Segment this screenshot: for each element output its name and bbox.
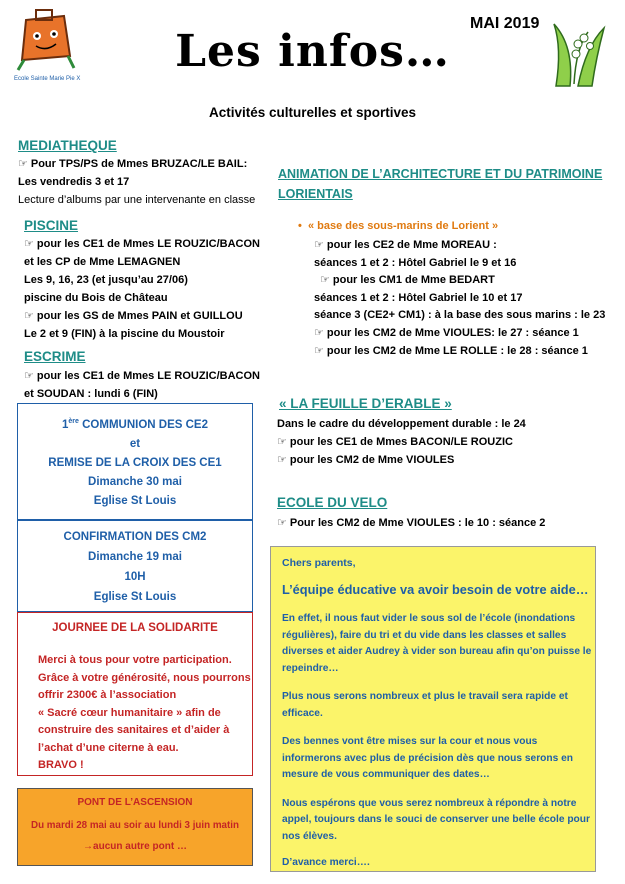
pointing-hand-icon [277, 517, 290, 529]
piscine-line: ☞ pour les CE1 de Mmes LE ROUZIC/BACON [24, 236, 260, 253]
issue-date: MAI 2019 [470, 15, 540, 32]
communion-date: Dimanche 30 mai [88, 475, 182, 488]
piscine-line: ☞ pour les GS de Mmes PAIN et GUILLOU [24, 308, 243, 325]
velo-line: ☞ Pour les CM2 de Mme VIOULES : le 10 : séance 2 [277, 515, 545, 532]
school-name: Ecole Sainte Marie Pie X [14, 76, 81, 82]
piscine-line: piscine du Bois de Château [24, 292, 168, 304]
pointing-hand-icon [277, 436, 290, 448]
confirmation-date: Dimanche 19 mai [88, 551, 182, 563]
solidarite-line: Grâce à votre générosité, nous pourrons [38, 671, 251, 684]
confirmation-box [17, 520, 253, 612]
piscine-line: Le 2 et 9 (FIN) à la piscine du Moustoir [24, 328, 225, 340]
solidarite-line: construire des sanitaires et d’aider à [38, 724, 230, 736]
mediatheque-line: ☞ Pour TPS/PS de Mmes BRUZAC/LE BAIL: [18, 156, 247, 173]
animation-line: ☞ pour les CE2 de Mme MOREAU : [314, 237, 497, 254]
escrime-heading: ESCRIME [24, 349, 86, 364]
parents-text: mesure de vous communiquer des dates… [282, 769, 490, 780]
parents-closing: D’avance merci…. [282, 857, 370, 868]
animation-line: ☞ pour les CM2 de Mme LE ROLLE : le 28 : séance 1 [314, 343, 588, 360]
parents-text: informerons avec plus de précision dès que nous serons en [282, 752, 573, 764]
ascension-note: →aucun autre pont … [83, 841, 187, 852]
confirmation-time: 10H [124, 571, 146, 583]
solidarite-line: BRAVO ! [38, 759, 84, 771]
parents-greeting: Chers parents, [282, 557, 356, 569]
piscine-heading: PISCINE [24, 218, 79, 233]
pointing-hand-icon [24, 370, 37, 382]
parents-text: repeindre… [282, 662, 339, 674]
mediatheque-heading: MEDIATHEQUE [18, 138, 117, 153]
pointing-hand-icon [314, 345, 327, 357]
erable-line: ☞ pour les CM2 de Mme VIOULES [277, 452, 454, 469]
erable-line: Dans le cadre du développement durable : le 24 [277, 418, 526, 430]
lily-of-the-valley-illustration [548, 18, 610, 88]
parents-text: Plus nous serons nombreux et plus le travail sera rapide et [282, 691, 568, 702]
animation-line: séances 1 et 2 : Hôtel Gabriel le 9 et 16 [314, 257, 517, 269]
pointing-hand-icon [18, 158, 31, 170]
pointing-hand-icon [314, 239, 327, 251]
ascension-box [17, 788, 253, 866]
ascension-dates: Du mardi 28 mai au soir au lundi 3 juin matin [31, 820, 239, 831]
solidarite-line: Merci à tous pour votre participation. [38, 654, 232, 666]
animation-line: séance 3 (CE2+ CM1) : à la base des sous marins : le 23 [314, 309, 606, 321]
parents-text: nos élèves. [282, 830, 337, 842]
solidarite-box [17, 612, 253, 776]
right-arrow-icon: → [83, 841, 94, 852]
pointing-hand-icon [24, 310, 37, 322]
solidarite-heading: JOURNEE DE LA SOLIDARITE [52, 622, 218, 634]
animation-bullet: • « base des sous-marins de Lorient » [298, 220, 499, 232]
parents-text: Nous espérons que vous serez nombreux à répondre à notre [282, 797, 577, 809]
communion-title: 1ère COMMUNION DES CE2 [62, 418, 208, 431]
parents-box [270, 546, 596, 872]
animation-line: ☞ pour les CM1 de Mme BEDART [320, 272, 495, 289]
bullet-icon: • [298, 220, 308, 232]
escrime-line: et SOUDAN : lundi 6 (FIN) [24, 388, 158, 400]
erable-line: ☞ pour les CE1 de Mmes BACON/LE ROUZIC [277, 434, 513, 451]
solidarite-line: offrir 2300€ à l’association [38, 689, 177, 701]
piscine-line: et les CP de Mme LEMAGNEN [24, 256, 181, 268]
communion-line: et [129, 437, 141, 450]
velo-heading: ECOLE DU VELO [277, 495, 388, 510]
solidarite-line: « Sacré cœur humanitaire » afin de [38, 706, 221, 719]
parents-headline: L’équipe éducative va avoir besoin de votre aide… [282, 582, 589, 597]
pointing-hand-icon [277, 454, 290, 466]
piscine-line: Les 9, 16, 23 (et jusqu’au 27/06) [24, 274, 188, 286]
animation-heading: ANIMATION DE L’ARCHITECTURE ET DU PATRIMOINE [278, 167, 603, 181]
parents-text: appel, toujours dans le souci de conserver une belle école pour [282, 814, 590, 825]
communion-place: Eglise St Louis [93, 494, 177, 507]
mediatheque-line: Lecture d’albums par une intervenante en classe [18, 194, 256, 206]
page-subtitle: Activités culturelles et sportives [208, 105, 417, 120]
animation-line: ☞ pour les CM2 de Mme VIOULES: le 27 : séance 1 [314, 325, 579, 342]
erable-heading: « LA FEUILLE D’ERABLE » [279, 396, 452, 411]
page-title: Les infos… [175, 26, 450, 77]
escrime-line: ☞ pour les CE1 de Mmes LE ROUZIC/BACON [24, 368, 260, 385]
pointing-hand-icon [320, 274, 333, 286]
solidarite-line: l’achat d’une citerne à eau. [38, 741, 179, 754]
pointing-hand-icon [314, 327, 327, 339]
parents-text: Des bennes vont être mises sur la cour et nous vous [282, 736, 538, 747]
confirmation-place: Eglise St Louis [93, 591, 177, 603]
animation-line: séances 1 et 2 : Hôtel Gabriel le 10 et 17 [314, 292, 523, 304]
parents-text: régulières), faire du tri et du vide dans les classes et salles [282, 629, 567, 641]
communion-line: REMISE DE LA CROIX DES CE1 [48, 456, 222, 469]
mediatheque-line: Les vendredis 3 et 17 [18, 176, 130, 188]
parents-text: diverses et aider Audrey à vider son bureau afin qu’on puisse le [282, 646, 592, 657]
animation-heading: LORIENTAIS [278, 187, 353, 201]
communion-box [17, 403, 253, 520]
pointing-hand-icon [24, 238, 37, 250]
parents-text: efficace. [282, 707, 323, 719]
parents-text: En effet, il nous faut vider le sous sol de l’école (inondations [282, 613, 576, 624]
confirmation-title: CONFIRMATION DES CM2 [63, 531, 207, 543]
ascension-title: PONT DE L’ASCENSION [77, 797, 193, 808]
